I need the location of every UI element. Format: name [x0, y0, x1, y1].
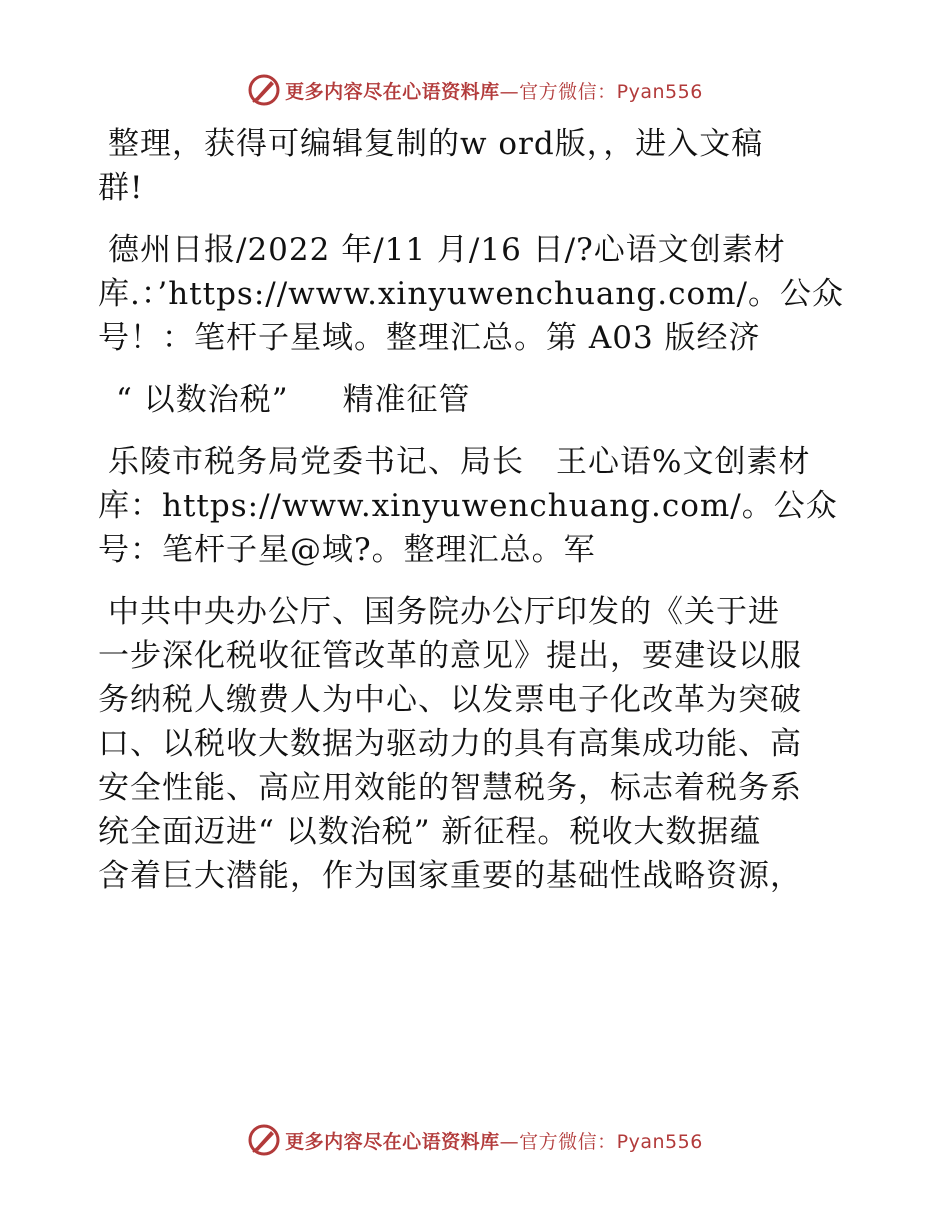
banner-main-text: 更多内容尽在心语资料库: [285, 80, 500, 103]
author-line: 乐陵市税务局党委书记、局长 王心语%文创素材: [108, 444, 811, 480]
body-paragraph: [98, 590, 858, 898]
author-line: 库：https://www.xinyuwenchuang.com/。公众: [98, 488, 838, 524]
body-line: 务纳税人缴费人为中心、以发票电子化改革为突破: [98, 682, 802, 718]
banner-dash: —: [499, 80, 520, 103]
quill-logo-icon: [247, 1123, 281, 1157]
body-line: 统全面迈进“ 以数治税” 新征程。税收大数据蕴: [98, 814, 762, 850]
document-page: [98, 122, 858, 916]
banner-text: [285, 1127, 703, 1154]
article-headline: [98, 378, 858, 422]
banner-contact-text: 官方微信：Pyan556: [519, 80, 703, 103]
body-line: 一步深化税收征管改革的意见》提出，要建设以服: [98, 638, 802, 674]
source-line: 号！：笔杆子星域。整理汇总。第 A03 版经济: [98, 320, 761, 356]
headline-part-2: 精准征管: [342, 382, 471, 418]
quill-logo-icon: [247, 73, 281, 107]
header-banner: [0, 70, 950, 110]
author-paragraph: [98, 440, 858, 572]
body-line: 安全性能、高应用效能的智慧税务，标志着税务系: [98, 770, 802, 806]
banner-dash: —: [499, 1130, 520, 1153]
headline-part-1: “ 以数治税”: [116, 382, 289, 418]
body-line: 中共中央办公厅、国务院办公厅印发的《关于进: [108, 594, 780, 630]
intro-line: 群!: [98, 170, 144, 206]
source-paragraph: [98, 228, 858, 360]
author-line: 号：笔杆子星@域?。整理汇总。军: [98, 532, 596, 568]
footer-banner: [0, 1120, 950, 1160]
body-line: 含着巨大潜能，作为国家重要的基础性战略资源，: [98, 858, 802, 894]
banner-main-text: 更多内容尽在心语资料库: [285, 1130, 500, 1153]
source-line: 库.：’https://www.xinyuwenchuang.com/。公众: [98, 276, 844, 312]
intro-line: 整理，获得可编辑复制的w ord版，，进入文稿: [108, 126, 764, 162]
body-line: 口、以税收大数据为驱动力的具有高集成功能、高: [98, 726, 802, 762]
banner-text: [285, 77, 703, 104]
banner-contact-text: 官方微信：Pyan556: [519, 1130, 703, 1153]
intro-paragraph: [98, 122, 858, 210]
source-line: 德州日报/2022 年/11 月/16 日/?心语文创素材: [108, 232, 786, 268]
